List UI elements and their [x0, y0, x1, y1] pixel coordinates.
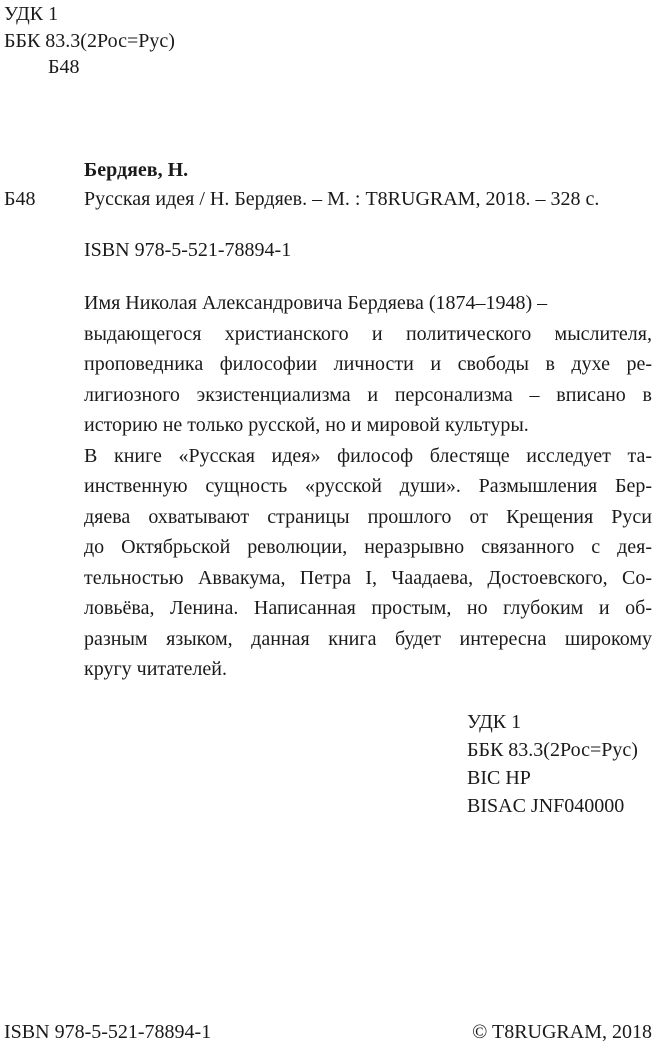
footer-copyright: © T8RUGRAM, 2018 [472, 1021, 652, 1043]
bbk-code: ББК 83.3(2Рос=Рус) [4, 30, 175, 52]
annotation-line: Имя Николая Александровича Бердяева (1874–1948) – [84, 292, 548, 314]
udk-code: УДК 1 [4, 3, 59, 25]
author-name: Бердяев, Н. [84, 159, 189, 181]
annotation-paragraph-1 [84, 288, 652, 441]
classification-bisac: BISAC JNF040000 [467, 795, 625, 817]
annotation-line: В книге «Русская идея» философ блестяще исследует та- [84, 444, 652, 467]
annotation-line: разным языком, данная книга будет интересна широкому [84, 627, 652, 650]
annotation-line: ловьёва, Ленина. Написанная простым, но глубоким и об- [84, 597, 652, 619]
annotation [84, 288, 652, 685]
annotation-line: лигиозного экзистенциализма и персонализма – вписано в [84, 383, 652, 406]
annotation-line: до Октябрьской революции, неразрывно связанного с дея- [84, 536, 652, 558]
annotation-paragraph-2 [84, 441, 652, 685]
isbn: ISBN 978-5-521-78894-1 [84, 239, 292, 261]
annotation-line: историю не только русской, но и мировой культуры. [84, 414, 529, 436]
classification-bbk: ББК 83.3(2Рос=Рус) [467, 739, 638, 761]
annotation-line: кругу читателей. [84, 658, 227, 680]
classification-udk: УДК 1 [467, 711, 522, 733]
author-mark: Б48 [48, 56, 80, 78]
footer-isbn: ISBN 978-5-521-78894-1 [4, 1021, 212, 1043]
annotation-line: инственную сущность «русской души». Размышления Бер- [84, 475, 652, 497]
annotation-line: проповедника философии личности и свободы в духе ре- [84, 353, 652, 375]
annotation-line: тельностью Аввакума, Петра I, Чаадаева, Достоевского, Со- [84, 566, 652, 589]
author-mark-entry: Б48 [4, 188, 36, 210]
classification-block [467, 708, 638, 820]
annotation-line: выдающегося христианского и политического мыслителя, [84, 322, 652, 345]
bibliographic-description: Русская идея / Н. Бердяев. – М. : T8RUGRAM, 2018. – 328 с. [84, 188, 600, 210]
annotation-line: дяева охватывают страницы прошлого от Крещения Руси [84, 505, 652, 528]
classification-bic: BIC HP [467, 767, 531, 789]
